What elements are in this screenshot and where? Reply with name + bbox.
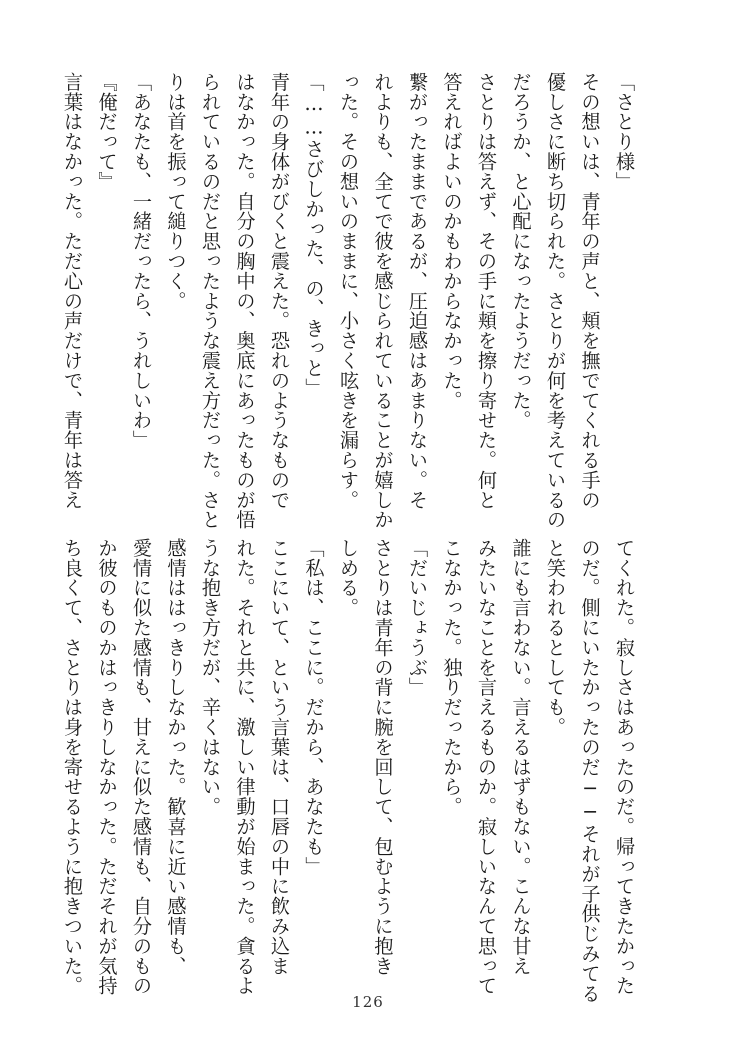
text-line: れよりも、全てで彼を感じられていることが嬉しか [371, 72, 395, 530]
text-line: 誰にも言わない。言えるはずもない。こんな甘え [509, 538, 533, 976]
text-line: られているのだと思ったような震え方だった。さと [199, 72, 222, 530]
text-line: 愛情に似た感情も、甘えに似た感情も、自分のもの [130, 538, 153, 996]
text-line: 『俺だって』 [95, 72, 119, 192]
text-line: だろうか、と心配になったようだった。 [509, 72, 533, 431]
text-line: みたいなことを言えるものか。寂しいなんて思って [475, 538, 498, 996]
text-line: 繋がったままであるが、圧迫感はあまりない。そ [406, 72, 429, 510]
text-line: った。その想いのままに、小さく呟きを漏らす。 [337, 72, 360, 510]
text-line: れた。それと共に、激しい律動が始まった。貪るよ [233, 538, 257, 996]
page-number: 126 [352, 993, 384, 1011]
text-line: 言葉はなかった。ただ心の声だけで、青年は答え [61, 72, 84, 510]
text-line: 「だいじょうぶ」 [406, 538, 429, 698]
text-line: しめる。 [337, 538, 360, 618]
text-line: 感情ははっきりしなかった。歓喜に近い感情も、 [164, 538, 188, 976]
text-line: と笑われるとしても。 [544, 538, 567, 737]
text-line: ここにいて、という言葉は、口唇の中に飲み込ま [268, 538, 291, 976]
text-line: さとりは答えず、その手に頬を擦り寄せた。何と [475, 72, 498, 510]
text-line: ち良くて、さとりは身を寄せるように抱きついた。 [61, 538, 84, 996]
text-line: その想いは、青年の声と、頬を撫でてくれる手の [578, 72, 602, 510]
text-line: か彼のものかはっきりしなかった。ただそれが気持 [95, 538, 119, 996]
text-line: りは首を振って縋りつく。 [164, 72, 188, 311]
text-line: 「あなたも、一緒だったら、うれしいわ」 [130, 72, 153, 451]
text-line: 「さとり様」 [613, 72, 636, 192]
upper-text-block [55, 72, 642, 530]
text-line: のだ。側にいたかったのだ──それが子供じみてる [578, 538, 602, 1004]
text-line: さとりは青年の背に腕を回して、包むように抱き [371, 538, 395, 976]
text-line: こなかった。独りだったから。 [440, 538, 464, 817]
text-line: 優しさに断ち切られた。さとりが何を考えているの [544, 72, 567, 530]
text-line: 答えればよいのかもわからなかった。 [440, 72, 464, 411]
text-line: うな抱き方だが、辛くはない。 [199, 538, 222, 817]
text-line: てくれた。寂しさはあったのだ。帰ってきたかった [613, 538, 636, 996]
text-line: 「……さびしかった、の、きっと」 [302, 72, 326, 398]
text-line: 青年の身体がびくと震えた。恐れのようなもので [268, 72, 291, 510]
text-line: はなかった。自分の胸中の、奥底にあったものが悟 [233, 72, 257, 530]
text-line: 「私は、ここに。だから、あなたも」 [302, 538, 326, 877]
